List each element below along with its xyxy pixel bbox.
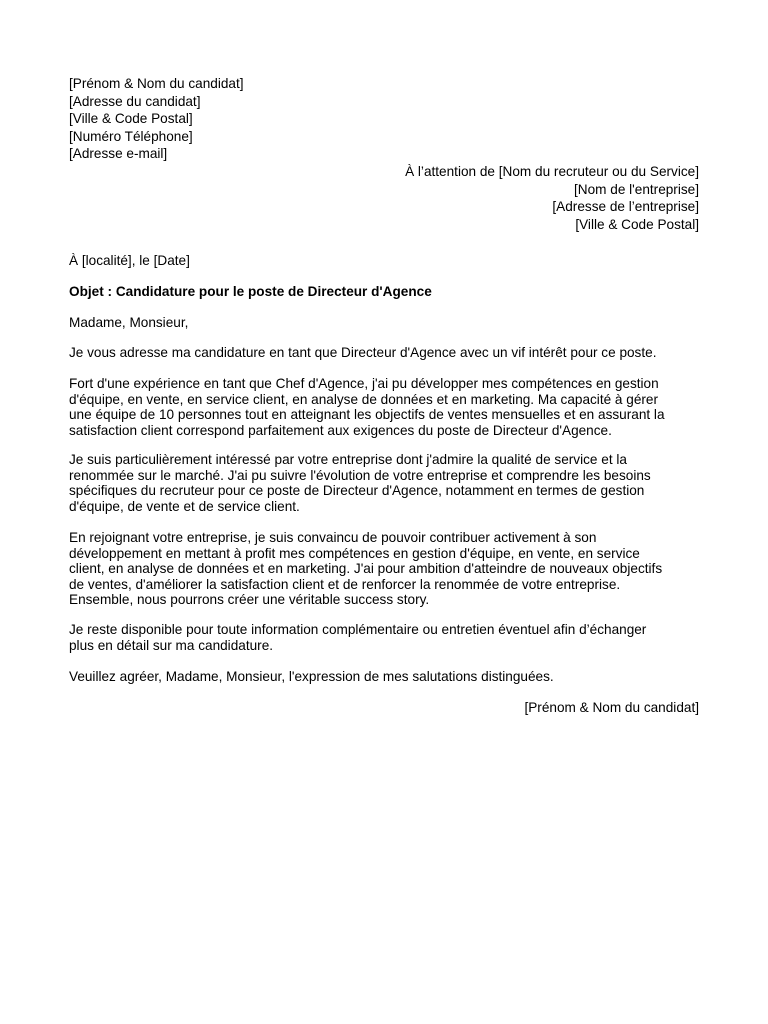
sender-street: [Adresse du candidat] [69,93,201,109]
paragraph-line: renommée sur le marché. J'ai pu suivre l'évolution de votre entreprise et comprendre les besoins [69,467,651,483]
paragraph-line: Je suis particulièrement intéressé par votre entreprise dont j'admire la qualité de service et la [69,452,627,467]
paragraph-line: Je vous adresse ma candidature en tant que Directeur d'Agence avec un vif intérêt pour ce poste. [69,345,657,360]
paragraph-line: satisfaction client correspond parfaitement aux exigences du poste de Directeur d'Agence. [69,422,612,438]
recipient-city: [Ville & Code Postal] [575,216,699,232]
signature: [Prénom & Nom du candidat] [524,700,699,715]
salutation: Madame, Monsieur, [69,315,189,330]
closing-formula: Veuillez agréer, Madame, Monsieur, l'expression de mes salutations distinguées. [69,669,554,684]
sender-city: [Ville & Code Postal] [69,111,193,127]
body-paragraph-5 [69,622,699,653]
recipient-company: [Nom de l'entreprise] [574,181,699,197]
paragraph-line: une équipe de 10 personnes tout en atteignant les objectifs de ventes mensuelles et en assurant la [69,407,665,423]
paragraph-line: développement en mettant à profit mes compétences en gestion d'équipe, en vente, en service [69,545,640,561]
paragraph-line: Fort d'une expérience en tant que Chef d'Agence, j'ai pu développer mes compétences en gestion [69,376,659,391]
recipient-attention: À l’attention de [Nom du recruteur ou du Service] [405,164,699,179]
sender-phone: [Numéro Téléphone] [69,128,193,144]
sender-email: [Adresse e-mail] [69,146,168,162]
subject-line: Objet : Candidature pour le poste de Directeur d'Agence [69,284,432,299]
paragraph-line: client, en analyse de données et en marketing. J'ai pour ambition d'atteindre de nouveaux objectifs [69,561,663,577]
sender-address [69,75,699,163]
paragraph-line: plus en détail sur ma candidature. [69,637,274,653]
paragraph-line: d'équipe, en vente, en service client, en analyse de données et en marketing. Ma capacité à gérer [69,391,659,407]
paragraph-line: Je reste disponible pour toute information complémentaire ou entretien éventuel afin d’échanger [69,622,647,637]
body-paragraph-2 [69,376,699,438]
paragraph-line: d'équipe, de vente et de service client. [69,498,300,514]
body-paragraph-3 [69,452,699,514]
body-paragraph-4 [69,530,699,608]
sender-name: [Prénom & Nom du candidat] [69,76,244,91]
body-paragraph-1 [69,345,699,361]
paragraph-line: En rejoignant votre entreprise, je suis convaincu de pouvoir contribuer activement à son [69,530,597,545]
recipient-street: [Adresse de l’entreprise] [552,199,699,215]
paragraph-line: Ensemble, nous pourrons créer une véritable success story. [69,592,430,608]
paragraph-line: spécifiques du recruteur pour ce poste de Directeur d'Agence, notamment en termes de gestion [69,483,645,499]
paragraph-line: de ventes, d'améliorer la satisfaction client et de renforcer la renommée de votre entreprise. [69,576,621,592]
place-date: À [localité], le [Date] [69,253,190,268]
recipient-address [69,163,699,233]
